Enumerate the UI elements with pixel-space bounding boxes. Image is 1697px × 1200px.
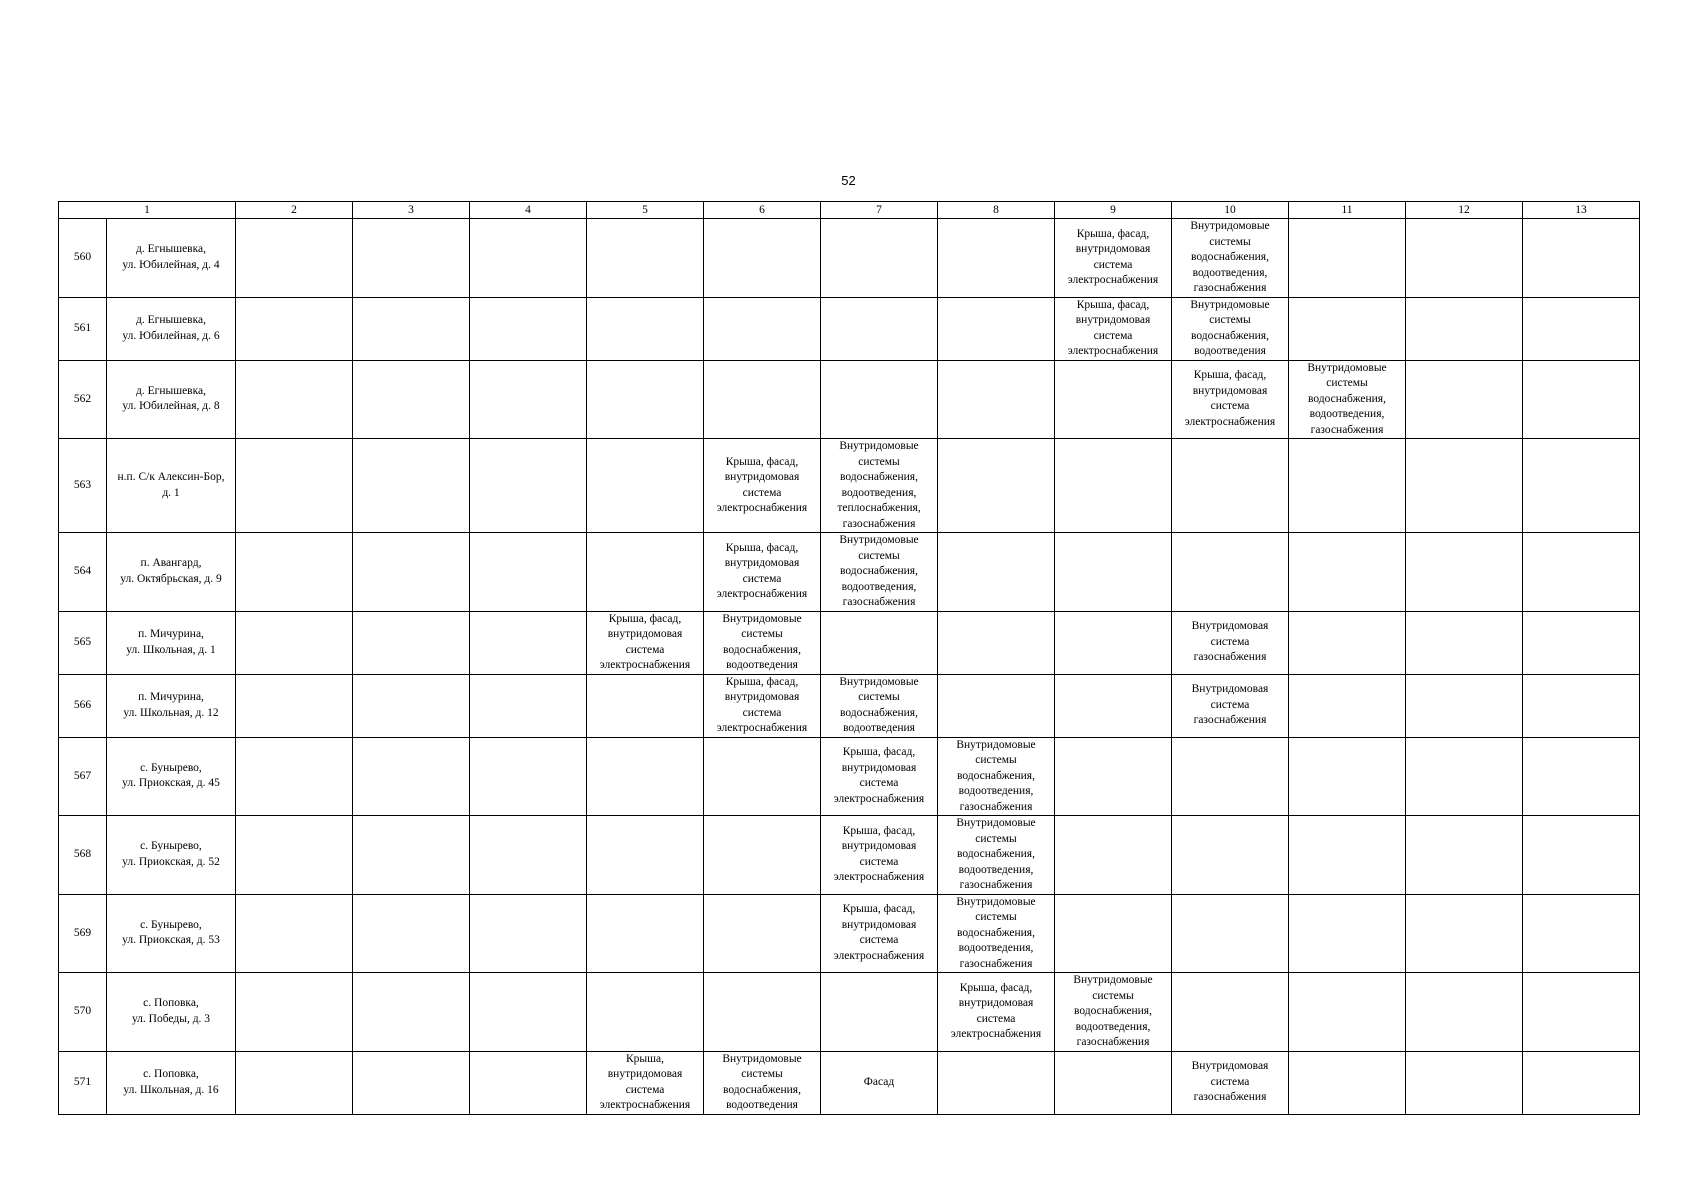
work-cell-col-4	[470, 297, 587, 360]
work-cell-col-7: Внутридомовые системы водоснабжения, водоотведения	[821, 674, 938, 737]
work-cell-col-9	[1055, 674, 1172, 737]
address-cell: д. Егнышевка, ул. Юбилейная, д. 8	[107, 360, 236, 439]
work-cell-col-11	[1289, 533, 1406, 612]
work-cell-col-11	[1289, 894, 1406, 973]
work-cell-col-12	[1406, 894, 1523, 973]
work-cell-col-11	[1289, 611, 1406, 674]
work-cell-col-5	[587, 816, 704, 895]
work-cell-col-5	[587, 737, 704, 816]
work-cell-col-3	[353, 674, 470, 737]
table-row	[59, 973, 1640, 1052]
work-cell-col-12	[1406, 737, 1523, 816]
row-number: 561	[59, 297, 107, 360]
work-cell-col-4	[470, 674, 587, 737]
work-cell-col-12	[1406, 674, 1523, 737]
work-cell-col-9	[1055, 611, 1172, 674]
work-cell-col-11	[1289, 297, 1406, 360]
work-cell-col-10	[1172, 533, 1289, 612]
address-cell: д. Егнышевка, ул. Юбилейная, д. 4	[107, 219, 236, 298]
column-header: 8	[938, 202, 1055, 219]
work-cell-col-3	[353, 297, 470, 360]
table-row	[59, 219, 1640, 298]
work-cell-col-10: Внутридомовая система газоснабжения	[1172, 1051, 1289, 1114]
row-number: 569	[59, 894, 107, 973]
work-cell-col-7: Крыша, фасад, внутридомовая система электроснабжения	[821, 737, 938, 816]
work-cell-col-6	[704, 219, 821, 298]
work-cell-col-8	[938, 360, 1055, 439]
work-cell-col-8: Внутридомовые системы водоснабжения, водоотведения, газоснабжения	[938, 816, 1055, 895]
work-cell-col-10	[1172, 973, 1289, 1052]
table-row	[59, 297, 1640, 360]
work-cell-col-2	[236, 297, 353, 360]
header-row	[59, 202, 1640, 219]
work-cell-col-9: Крыша, фасад, внутридомовая система электроснабжения	[1055, 219, 1172, 298]
work-cell-col-12	[1406, 611, 1523, 674]
work-cell-col-10: Внутридомовые системы водоснабжения, водоотведения	[1172, 297, 1289, 360]
work-cell-col-13	[1523, 360, 1640, 439]
work-cell-col-6	[704, 737, 821, 816]
work-cell-col-9	[1055, 1051, 1172, 1114]
work-cell-col-8	[938, 674, 1055, 737]
work-cell-col-13	[1523, 439, 1640, 533]
table-row	[59, 894, 1640, 973]
work-cell-col-3	[353, 1051, 470, 1114]
work-cell-col-10	[1172, 894, 1289, 973]
work-cell-col-5	[587, 674, 704, 737]
work-cell-col-7: Крыша, фасад, внутридомовая система электроснабжения	[821, 894, 938, 973]
work-cell-col-9	[1055, 816, 1172, 895]
work-cell-col-3	[353, 533, 470, 612]
work-cell-col-8	[938, 297, 1055, 360]
work-cell-col-4	[470, 816, 587, 895]
row-number: 568	[59, 816, 107, 895]
address-cell: н.п. С/к Алексин-Бор, д. 1	[107, 439, 236, 533]
address-cell: с. Бунырево, ул. Приокская, д. 45	[107, 737, 236, 816]
work-cell-col-4	[470, 737, 587, 816]
work-cell-col-9	[1055, 533, 1172, 612]
column-header: 6	[704, 202, 821, 219]
work-cell-col-7	[821, 297, 938, 360]
column-header: 1	[59, 202, 236, 219]
work-cell-col-13	[1523, 611, 1640, 674]
work-cell-col-4	[470, 439, 587, 533]
work-cell-col-11	[1289, 816, 1406, 895]
row-number: 566	[59, 674, 107, 737]
work-cell-col-6: Крыша, фасад, внутридомовая система электроснабжения	[704, 674, 821, 737]
column-header: 4	[470, 202, 587, 219]
work-cell-col-13	[1523, 297, 1640, 360]
work-cell-col-4	[470, 973, 587, 1052]
work-cell-col-6	[704, 973, 821, 1052]
row-number: 564	[59, 533, 107, 612]
table-row	[59, 674, 1640, 737]
work-cell-col-4	[470, 360, 587, 439]
address-cell: д. Егнышевка, ул. Юбилейная, д. 6	[107, 297, 236, 360]
column-header: 5	[587, 202, 704, 219]
work-cell-col-8	[938, 611, 1055, 674]
work-cell-col-4	[470, 611, 587, 674]
work-cell-col-10: Крыша, фасад, внутридомовая система электроснабжения	[1172, 360, 1289, 439]
work-cell-col-9: Внутридомовые системы водоснабжения, водоотведения, газоснабжения	[1055, 973, 1172, 1052]
column-header: 3	[353, 202, 470, 219]
work-cell-col-12	[1406, 297, 1523, 360]
work-cell-col-11	[1289, 219, 1406, 298]
work-cell-col-2	[236, 360, 353, 439]
address-cell: с. Бунырево, ул. Приокская, д. 52	[107, 816, 236, 895]
row-number: 570	[59, 973, 107, 1052]
work-cell-col-2	[236, 737, 353, 816]
column-header: 13	[1523, 202, 1640, 219]
work-cell-col-2	[236, 816, 353, 895]
row-number: 560	[59, 219, 107, 298]
work-cell-col-4	[470, 1051, 587, 1114]
work-cell-col-3	[353, 894, 470, 973]
work-cell-col-8	[938, 533, 1055, 612]
column-header: 9	[1055, 202, 1172, 219]
work-cell-col-3	[353, 439, 470, 533]
row-number: 565	[59, 611, 107, 674]
work-cell-col-9	[1055, 894, 1172, 973]
column-header: 11	[1289, 202, 1406, 219]
work-cell-col-11	[1289, 439, 1406, 533]
work-cell-col-6	[704, 360, 821, 439]
work-cell-col-6: Крыша, фасад, внутридомовая система электроснабжения	[704, 533, 821, 612]
work-cell-col-7	[821, 611, 938, 674]
work-cell-col-12	[1406, 816, 1523, 895]
work-cell-col-9	[1055, 360, 1172, 439]
work-cell-col-7: Внутридомовые системы водоснабжения, водоотведения, теплоснабжения, газоснабжения	[821, 439, 938, 533]
work-cell-col-7: Крыша, фасад, внутридомовая система электроснабжения	[821, 816, 938, 895]
work-cell-col-11	[1289, 973, 1406, 1052]
work-cell-col-11: Внутридомовые системы водоснабжения, водоотведения, газоснабжения	[1289, 360, 1406, 439]
address-cell: с. Бунырево, ул. Приокская, д. 53	[107, 894, 236, 973]
row-number: 567	[59, 737, 107, 816]
work-cell-col-12	[1406, 360, 1523, 439]
work-cell-col-11	[1289, 737, 1406, 816]
column-header: 2	[236, 202, 353, 219]
address-cell: п. Мичурина, ул. Школьная, д. 1	[107, 611, 236, 674]
work-cell-col-13	[1523, 1051, 1640, 1114]
work-cell-col-2	[236, 894, 353, 973]
address-cell: с. Поповка, ул. Победы, д. 3	[107, 973, 236, 1052]
table-row	[59, 1051, 1640, 1114]
address-cell: с. Поповка, ул. Школьная, д. 16	[107, 1051, 236, 1114]
work-cell-col-8	[938, 1051, 1055, 1114]
row-number: 571	[59, 1051, 107, 1114]
work-cell-col-8	[938, 219, 1055, 298]
work-cell-col-5	[587, 360, 704, 439]
work-cell-col-4	[470, 894, 587, 973]
row-number: 562	[59, 360, 107, 439]
column-header: 12	[1406, 202, 1523, 219]
work-cell-col-3	[353, 816, 470, 895]
work-cell-col-10	[1172, 737, 1289, 816]
table-row	[59, 360, 1640, 439]
work-cell-col-10	[1172, 816, 1289, 895]
table-row	[59, 737, 1640, 816]
work-cell-col-2	[236, 1051, 353, 1114]
work-cell-col-13	[1523, 219, 1640, 298]
work-cell-col-9: Крыша, фасад, внутридомовая система электроснабжения	[1055, 297, 1172, 360]
work-cell-col-13	[1523, 674, 1640, 737]
work-cell-col-10	[1172, 439, 1289, 533]
work-cell-col-12	[1406, 439, 1523, 533]
row-number: 563	[59, 439, 107, 533]
work-cell-col-13	[1523, 533, 1640, 612]
work-cell-col-7	[821, 360, 938, 439]
work-cell-col-3	[353, 973, 470, 1052]
work-cell-col-6	[704, 894, 821, 973]
work-cell-col-3	[353, 737, 470, 816]
work-cell-col-5	[587, 439, 704, 533]
work-cell-col-2	[236, 533, 353, 612]
work-cell-col-2	[236, 439, 353, 533]
work-cell-col-7: Фасад	[821, 1051, 938, 1114]
work-cell-col-10: Внутридомовые системы водоснабжения, водоотведения, газоснабжения	[1172, 219, 1289, 298]
address-cell: п. Авангард, ул. Октябрьская, д. 9	[107, 533, 236, 612]
work-cell-col-12	[1406, 1051, 1523, 1114]
work-cell-col-9	[1055, 737, 1172, 816]
column-header: 10	[1172, 202, 1289, 219]
work-cell-col-6: Внутридомовые системы водоснабжения, водоотведения	[704, 1051, 821, 1114]
work-cell-col-8: Крыша, фасад, внутридомовая система электроснабжения	[938, 973, 1055, 1052]
work-cell-col-10: Внутридомовая система газоснабжения	[1172, 674, 1289, 737]
work-cell-col-6	[704, 297, 821, 360]
address-cell: п. Мичурина, ул. Школьная, д. 12	[107, 674, 236, 737]
work-cell-col-4	[470, 219, 587, 298]
table-row	[59, 611, 1640, 674]
work-cell-col-3	[353, 219, 470, 298]
work-cell-col-13	[1523, 894, 1640, 973]
work-cell-col-8: Внутридомовые системы водоснабжения, водоотведения, газоснабжения	[938, 737, 1055, 816]
work-cell-col-9	[1055, 439, 1172, 533]
work-cell-col-7	[821, 219, 938, 298]
work-cell-col-5: Крыша, фасад, внутридомовая система электроснабжения	[587, 611, 704, 674]
work-cell-col-7: Внутридомовые системы водоснабжения, водоотведения, газоснабжения	[821, 533, 938, 612]
work-cell-col-6: Внутридомовые системы водоснабжения, водоотведения	[704, 611, 821, 674]
work-cell-col-8: Внутридомовые системы водоснабжения, водоотведения, газоснабжения	[938, 894, 1055, 973]
work-cell-col-6	[704, 816, 821, 895]
work-cell-col-5	[587, 894, 704, 973]
work-cell-col-3	[353, 360, 470, 439]
work-cell-col-12	[1406, 973, 1523, 1052]
column-header: 7	[821, 202, 938, 219]
work-cell-col-2	[236, 611, 353, 674]
work-cell-col-5: Крыша, внутридомовая система электроснабжения	[587, 1051, 704, 1114]
work-cell-col-2	[236, 973, 353, 1052]
table-row	[59, 533, 1640, 612]
work-cell-col-3	[353, 611, 470, 674]
work-cell-col-13	[1523, 737, 1640, 816]
work-cell-col-2	[236, 219, 353, 298]
work-cell-col-12	[1406, 219, 1523, 298]
work-cell-col-6: Крыша, фасад, внутридомовая система электроснабжения	[704, 439, 821, 533]
work-cell-col-13	[1523, 816, 1640, 895]
work-cell-col-11	[1289, 674, 1406, 737]
table-row	[59, 439, 1640, 533]
work-cell-col-5	[587, 219, 704, 298]
table-row	[59, 816, 1640, 895]
work-schedule-table	[58, 201, 1640, 1115]
work-cell-col-13	[1523, 973, 1640, 1052]
work-cell-col-4	[470, 533, 587, 612]
work-cell-col-5	[587, 973, 704, 1052]
work-cell-col-12	[1406, 533, 1523, 612]
work-cell-col-5	[587, 297, 704, 360]
work-cell-col-10: Внутридомовая система газоснабжения	[1172, 611, 1289, 674]
page-number: 52	[841, 173, 856, 188]
work-cell-col-2	[236, 674, 353, 737]
work-cell-col-7	[821, 973, 938, 1052]
work-cell-col-8	[938, 439, 1055, 533]
work-cell-col-11	[1289, 1051, 1406, 1114]
work-cell-col-5	[587, 533, 704, 612]
